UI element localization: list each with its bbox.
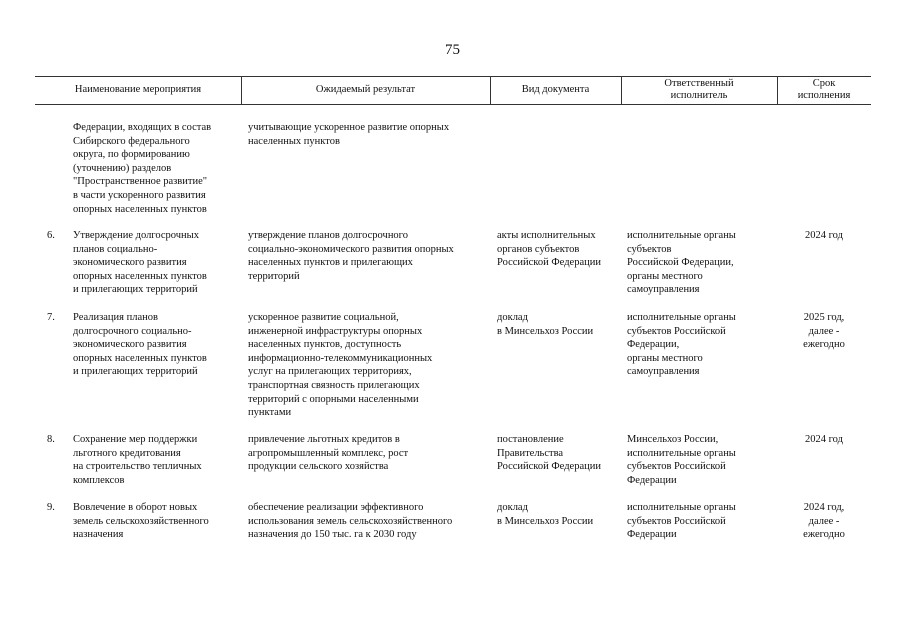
table-row-number: 9. bbox=[47, 502, 55, 513]
table-row-responsible: исполнительные органы субъектов Российской Федерации bbox=[627, 502, 736, 541]
table-row-document: акты исполнительных органов субъектов Российской Федерации bbox=[497, 230, 601, 269]
table-row-result: обеспечение реализации эффективного использования земель сельскохозяйственного назначения до 150 тыс. га к 2030 году bbox=[248, 502, 453, 541]
table-row-result: ускоренное развитие социальной, инженерной инфраструктуры опорных населенных пунктов, доступность информационно-телекоммуникационных услуг на прилегающих территориях, транспортная связность прилегающих территорий с опорными населенными пунктами bbox=[248, 312, 433, 419]
table-header-bottom-border bbox=[35, 104, 871, 105]
table-row-number: 6. bbox=[47, 230, 55, 241]
table-row-term: 2024 год bbox=[805, 434, 843, 445]
table-row-name: Федерации, входящих в состав Сибирского федерального округа, по формированию (уточнению) разделов "Пространственное развитие" в части ускоренного развития опорных населенных пунктов bbox=[73, 122, 212, 215]
column-header-name: Наименование мероприятия bbox=[74, 84, 202, 95]
table-row-responsible: Минсельхоз России, исполнительные органы субъектов Российской Федерации bbox=[627, 434, 736, 486]
table-row-document: доклад в Минсельхоз России bbox=[497, 502, 594, 527]
table-row-number: 7. bbox=[47, 312, 55, 323]
table-row-document: доклад в Минсельхоз России bbox=[497, 312, 594, 337]
table-row-name: Сохранение мер поддержки льготного кредитования на строительство тепличных комплексов bbox=[73, 434, 202, 486]
column-header-document: Вид документа bbox=[521, 84, 590, 95]
table-row-document: постановление Правительства Российской Федерации bbox=[497, 434, 601, 473]
table-row-name: Утверждение долгосрочных планов социально- экономического развития опорных населенных пунктов и прилегающих территорий bbox=[73, 230, 207, 296]
table-row-term: 2024 год, далее - ежегодно bbox=[803, 502, 845, 541]
table-row-result: утверждение планов долгосрочного социально-экономического развития опорных населенных пунктов и прилегающих территорий bbox=[248, 230, 454, 282]
table-row-responsible: исполнительные органы субъектов Российской Федерации, органы местного самоуправления bbox=[627, 230, 736, 296]
table-row-name: Вовлечение в оборот новых земель сельскохозяйственного назначения bbox=[73, 502, 209, 541]
table-row-name: Реализация планов долгосрочного социально- экономического развития опорных населенных пунктов и прилегающих территорий bbox=[73, 312, 207, 378]
page-number: 75 bbox=[445, 42, 460, 58]
table-row-responsible: исполнительные органы субъектов Российской Федерации, органы местного самоуправления bbox=[627, 312, 736, 378]
table-row-result: учитывающие ускоренное развитие опорных населенных пунктов bbox=[248, 122, 450, 147]
column-header-term: Срок исполнения bbox=[797, 78, 851, 101]
column-header-result: Ожидаемый результат bbox=[315, 84, 416, 95]
table-row-number: 8. bbox=[47, 434, 55, 445]
table-row-term: 2024 год bbox=[805, 230, 843, 241]
column-header-responsible: Ответственный исполнитель bbox=[664, 78, 734, 101]
table-row-term: 2025 год, далее - ежегодно bbox=[803, 312, 845, 351]
table-row-result: привлечение льготных кредитов в агропромышленный комплекс, рост продукции сельского хозяйства bbox=[248, 434, 409, 473]
